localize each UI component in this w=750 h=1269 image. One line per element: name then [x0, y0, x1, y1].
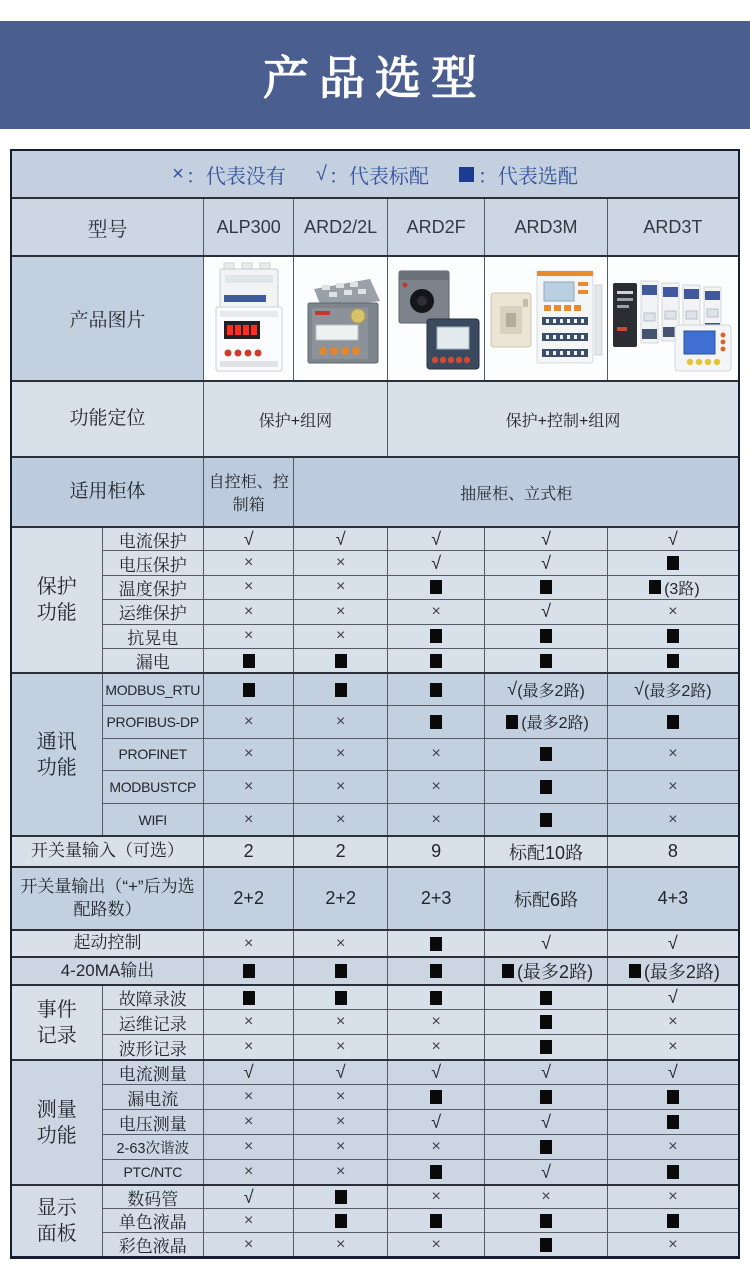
- optional-square-icon: [540, 1015, 552, 1029]
- model-header-alp300: ALP300: [203, 199, 294, 255]
- value-cell: 9: [387, 837, 484, 866]
- optional-square-icon: [540, 629, 552, 643]
- value-cell: √: [387, 1109, 484, 1134]
- value-cell: 保护+组网: [203, 382, 387, 456]
- value-cell: [293, 648, 386, 672]
- optional-square-icon: [243, 991, 255, 1005]
- value-cell: √: [203, 1186, 294, 1208]
- value-cell: ×: [293, 738, 386, 771]
- row-label: 电流保护: [102, 528, 203, 550]
- value-cell: √: [484, 550, 606, 574]
- value-cell: ×: [293, 1109, 386, 1134]
- value-cell: √: [484, 528, 606, 550]
- value-cell: 自控柜、控制箱: [203, 458, 294, 526]
- model-header-ard2-2l: ARD2/2L: [293, 199, 386, 255]
- value-cell: [484, 648, 606, 672]
- value-cell: ×: [293, 803, 386, 836]
- value-cell: ×: [203, 599, 294, 623]
- value-cell: ×: [203, 705, 294, 738]
- value-cell: [203, 986, 294, 1009]
- section-8: [12, 984, 738, 1059]
- row-label: 起动控制: [12, 931, 203, 956]
- optional-square-icon: [667, 1115, 679, 1129]
- legend-symbol: ×: [172, 162, 184, 185]
- value-cell: [484, 1034, 606, 1059]
- value-cell: [484, 738, 606, 771]
- value-cell: ×: [293, 599, 386, 623]
- value-cell: 8: [607, 837, 738, 866]
- value-cell: ×: [293, 1009, 386, 1034]
- value-cell: ×: [203, 1009, 294, 1034]
- value-cell: ×: [203, 1034, 294, 1059]
- value-cell: √: [607, 1061, 738, 1084]
- value-cell: ×: [607, 599, 738, 623]
- optional-square-icon: [430, 1165, 442, 1179]
- value-cell: [607, 1159, 738, 1184]
- value-cell: [607, 705, 738, 738]
- legend-row: [12, 151, 738, 197]
- value-cell: ×: [293, 575, 386, 599]
- value-cell: [607, 1208, 738, 1232]
- optional-square-icon: [430, 1090, 442, 1104]
- row-label: 运维保护: [102, 599, 203, 623]
- section-3: [12, 672, 738, 835]
- row-group-0: [12, 380, 738, 456]
- value-cell: (最多2路): [607, 958, 738, 984]
- row-label: 温度保护: [102, 575, 203, 599]
- legend-item: × ： 代表没有: [172, 160, 286, 189]
- row-label: 适用柜体: [12, 458, 203, 526]
- optional-square-icon: [667, 1214, 679, 1228]
- optional-square-icon: [502, 964, 514, 978]
- value-cell: ×: [387, 1186, 484, 1208]
- value-cell: [387, 648, 484, 672]
- optional-square-icon: [430, 964, 442, 978]
- optional-square-icon: [667, 715, 679, 729]
- optional-square-icon: [335, 1214, 347, 1228]
- value-cell: 抽屉柜、立式柜: [293, 458, 738, 526]
- value-cell: [607, 1084, 738, 1109]
- optional-square-icon: [335, 991, 347, 1005]
- value-cell: [484, 575, 606, 599]
- row-label: 开关量输出（“+”后为选配路数）: [12, 868, 203, 929]
- value-cell: [387, 575, 484, 599]
- value-cell: √: [387, 550, 484, 574]
- optional-square-icon: [459, 167, 474, 182]
- value-cell: √: [607, 931, 738, 956]
- optional-square-icon: [540, 1140, 552, 1154]
- value-cell: [484, 770, 606, 803]
- value-cell: 标配6路: [484, 868, 606, 929]
- optional-square-icon: [540, 1214, 552, 1228]
- value-cell: [203, 648, 294, 672]
- value-cell: 4+3: [607, 868, 738, 929]
- optional-square-icon: [540, 1238, 552, 1252]
- value-cell: [484, 986, 606, 1009]
- value-cell: [387, 624, 484, 648]
- optional-square-icon: [667, 629, 679, 643]
- row-label: MODBUS_RTU: [102, 674, 203, 705]
- value-cell: ×: [293, 1159, 386, 1184]
- value-cell: ×: [387, 1134, 484, 1159]
- value-cell: ×: [203, 1159, 294, 1184]
- value-cell: [484, 624, 606, 648]
- optional-square-icon: [335, 964, 347, 978]
- row-label: 电压保护: [102, 550, 203, 574]
- value-cell: [293, 674, 386, 705]
- value-cell: ×: [387, 599, 484, 623]
- category-label: 通讯功能: [12, 674, 102, 835]
- value-cell: ×: [293, 550, 386, 574]
- row-label: 功能定位: [12, 382, 203, 456]
- value-cell: ×: [293, 624, 386, 648]
- value-cell: ×: [293, 931, 386, 956]
- category-label: 保护功能: [12, 528, 102, 672]
- value-cell: ×: [387, 1034, 484, 1059]
- value-cell: [293, 958, 386, 984]
- value-cell: ×: [203, 575, 294, 599]
- model-header-ard2f: ARD2F: [387, 199, 484, 255]
- value-cell: √: [484, 599, 606, 623]
- page-header: [0, 21, 750, 129]
- value-cell: ×: [203, 1084, 294, 1109]
- value-cell: ×: [203, 770, 294, 803]
- legend-label: 代表没有: [205, 165, 286, 188]
- row-label: 电压测量: [102, 1109, 203, 1134]
- value-cell: [203, 674, 294, 705]
- row-label: 漏电流: [102, 1084, 203, 1109]
- value-cell: ×: [607, 738, 738, 771]
- optional-square-icon: [430, 991, 442, 1005]
- row-label: 故障录波: [102, 986, 203, 1009]
- legend-label: 代表标配: [348, 165, 429, 188]
- row-label: 漏电: [102, 648, 203, 672]
- value-cell: ×: [293, 1232, 386, 1256]
- row-label: 2-63次谐波: [102, 1134, 203, 1159]
- optional-square-icon: [430, 715, 442, 729]
- value-cell: [387, 674, 484, 705]
- optional-square-icon: [243, 654, 255, 668]
- value-cell: [387, 1208, 484, 1232]
- optional-square-icon: [540, 654, 552, 668]
- value-cell: (最多2路): [484, 705, 606, 738]
- value-cell: ×: [607, 1009, 738, 1034]
- value-cell: [607, 550, 738, 574]
- value-cell: ×: [203, 1208, 294, 1232]
- value-cell: 标配10路: [484, 837, 606, 866]
- value-cell: [484, 1208, 606, 1232]
- optional-square-icon: [667, 1165, 679, 1179]
- optional-square-icon: [430, 580, 442, 594]
- value-cell: ×: [387, 738, 484, 771]
- model-header-ard3m: ARD3M: [484, 199, 606, 255]
- legend-item: √ ： 代表标配: [316, 160, 429, 189]
- value-cell: √: [484, 1159, 606, 1184]
- legend-symbol: √: [315, 162, 327, 185]
- row-label: 抗晃电: [102, 624, 203, 648]
- optional-square-icon: [430, 629, 442, 643]
- page-title: 产品选型: [263, 52, 487, 104]
- optional-square-icon: [540, 780, 552, 794]
- product-image-label: 产品图片: [12, 257, 203, 380]
- value-cell: 2+2: [293, 868, 386, 929]
- value-cell: [607, 648, 738, 672]
- value-cell: ×: [387, 770, 484, 803]
- row-label: 数码管: [102, 1186, 203, 1208]
- row-label: WIFI: [102, 803, 203, 836]
- row-label: 运维记录: [102, 1009, 203, 1034]
- optional-square-icon: [243, 964, 255, 978]
- optional-square-icon: [540, 747, 552, 761]
- optional-square-icon: [629, 964, 641, 978]
- value-cell: [484, 1134, 606, 1159]
- model-column-label: 型号: [12, 199, 203, 255]
- value-cell: [293, 1208, 386, 1232]
- value-cell: [484, 803, 606, 836]
- category-label: 事件记录: [12, 986, 102, 1059]
- value-cell: 保护+控制+组网: [387, 382, 738, 456]
- value-cell: [484, 1009, 606, 1034]
- value-cell: [387, 1084, 484, 1109]
- value-cell: ×: [203, 550, 294, 574]
- value-cell: √: [293, 528, 386, 550]
- row-label: 4-20MA输出: [12, 958, 203, 984]
- value-cell: ×: [387, 803, 484, 836]
- value-cell: [387, 705, 484, 738]
- value-cell: ×: [607, 1034, 738, 1059]
- legend-item: ： 代表选配: [459, 160, 578, 189]
- optional-square-icon: [649, 580, 661, 594]
- optional-square-icon: [335, 1190, 347, 1204]
- value-cell: ×: [293, 1134, 386, 1159]
- value-cell: ×: [203, 803, 294, 836]
- value-cell: [484, 1232, 606, 1256]
- value-cell: √: [293, 1061, 386, 1084]
- value-cell: √: [484, 1109, 606, 1134]
- table-body: [12, 380, 738, 1256]
- value-cell: √: [203, 1061, 294, 1084]
- value-cell: [293, 1186, 386, 1208]
- ard2f-device-photo: [387, 257, 484, 380]
- value-cell: ×: [607, 1186, 738, 1208]
- optional-square-icon: [430, 654, 442, 668]
- optional-square-icon: [540, 580, 552, 594]
- value-cell: [607, 1109, 738, 1134]
- category-label: 测量功能: [12, 1061, 102, 1184]
- value-cell: 2: [293, 837, 386, 866]
- value-cell: ×: [293, 1084, 386, 1109]
- value-cell: √ (最多2路): [484, 674, 606, 705]
- value-cell: ×: [387, 1232, 484, 1256]
- value-cell: [293, 986, 386, 1009]
- row-label: 彩色液晶: [102, 1232, 203, 1256]
- row-group-4: [12, 835, 738, 866]
- optional-square-icon: [430, 937, 442, 951]
- ard3t-device-photo: [607, 257, 738, 380]
- model-header-row: [12, 197, 738, 255]
- value-cell: ×: [203, 931, 294, 956]
- alp300-device-photo: [203, 257, 294, 380]
- product-image-row: [12, 255, 738, 380]
- optional-square-icon: [430, 683, 442, 697]
- value-cell: [387, 986, 484, 1009]
- value-cell: ×: [293, 1034, 386, 1059]
- row-label: PROFINET: [102, 738, 203, 771]
- value-cell: √ (最多2路): [607, 674, 738, 705]
- value-cell: √: [203, 528, 294, 550]
- optional-square-icon: [430, 1214, 442, 1228]
- row-group-6: [12, 929, 738, 956]
- row-label: MODBUSTCP: [102, 770, 203, 803]
- value-cell: √: [607, 986, 738, 1009]
- value-cell: ×: [484, 1186, 606, 1208]
- optional-square-icon: [667, 654, 679, 668]
- value-cell: √: [484, 1061, 606, 1084]
- row-label: 电流测量: [102, 1061, 203, 1084]
- value-cell: √: [607, 528, 738, 550]
- row-label: PROFIBUS-DP: [102, 705, 203, 738]
- model-header-ard3t: ARD3T: [607, 199, 738, 255]
- value-cell: ×: [203, 1109, 294, 1134]
- section-2: [12, 526, 738, 672]
- row-group-1: [12, 456, 738, 526]
- value-cell: [607, 624, 738, 648]
- value-cell: ×: [607, 803, 738, 836]
- optional-square-icon: [540, 1090, 552, 1104]
- value-cell: [203, 958, 294, 984]
- row-label: PTC/NTC: [102, 1159, 203, 1184]
- value-cell: ×: [293, 770, 386, 803]
- optional-square-icon: [335, 683, 347, 697]
- legend-label: 代表选配: [497, 165, 578, 188]
- value-cell: [387, 1159, 484, 1184]
- value-cell: (最多2路): [484, 958, 606, 984]
- value-cell: √: [484, 931, 606, 956]
- ard3m-device-photo: [484, 257, 606, 380]
- optional-square-icon: [243, 683, 255, 697]
- row-label: 开关量输入（可选）: [12, 837, 203, 866]
- value-cell: ×: [203, 738, 294, 771]
- value-cell: [387, 958, 484, 984]
- value-cell: (3路): [607, 575, 738, 599]
- value-cell: ×: [203, 1232, 294, 1256]
- value-cell: 2: [203, 837, 294, 866]
- value-cell: √: [387, 528, 484, 550]
- section-9: [12, 1059, 738, 1184]
- row-label: 单色液晶: [102, 1208, 203, 1232]
- value-cell: √: [387, 1061, 484, 1084]
- product-selection-table: [10, 149, 740, 1259]
- value-cell: [484, 1084, 606, 1109]
- value-cell: ×: [607, 1134, 738, 1159]
- row-group-5: [12, 866, 738, 929]
- value-cell: 2+3: [387, 868, 484, 929]
- value-cell: ×: [607, 770, 738, 803]
- optional-square-icon: [667, 1090, 679, 1104]
- value-cell: ×: [607, 1232, 738, 1256]
- row-label: 波形记录: [102, 1034, 203, 1059]
- value-cell: ×: [387, 1009, 484, 1034]
- category-label: 显示面板: [12, 1186, 102, 1256]
- ard2-2l-device-photo: [293, 257, 386, 380]
- optional-square-icon: [506, 715, 518, 729]
- value-cell: ×: [293, 705, 386, 738]
- section-10: [12, 1184, 738, 1256]
- optional-square-icon: [667, 556, 679, 570]
- optional-square-icon: [540, 1040, 552, 1054]
- value-cell: ×: [203, 624, 294, 648]
- value-cell: [387, 931, 484, 956]
- value-cell: 2+2: [203, 868, 294, 929]
- row-group-7: [12, 956, 738, 984]
- optional-square-icon: [540, 991, 552, 1005]
- optional-square-icon: [335, 654, 347, 668]
- optional-square-icon: [540, 813, 552, 827]
- value-cell: ×: [203, 1134, 294, 1159]
